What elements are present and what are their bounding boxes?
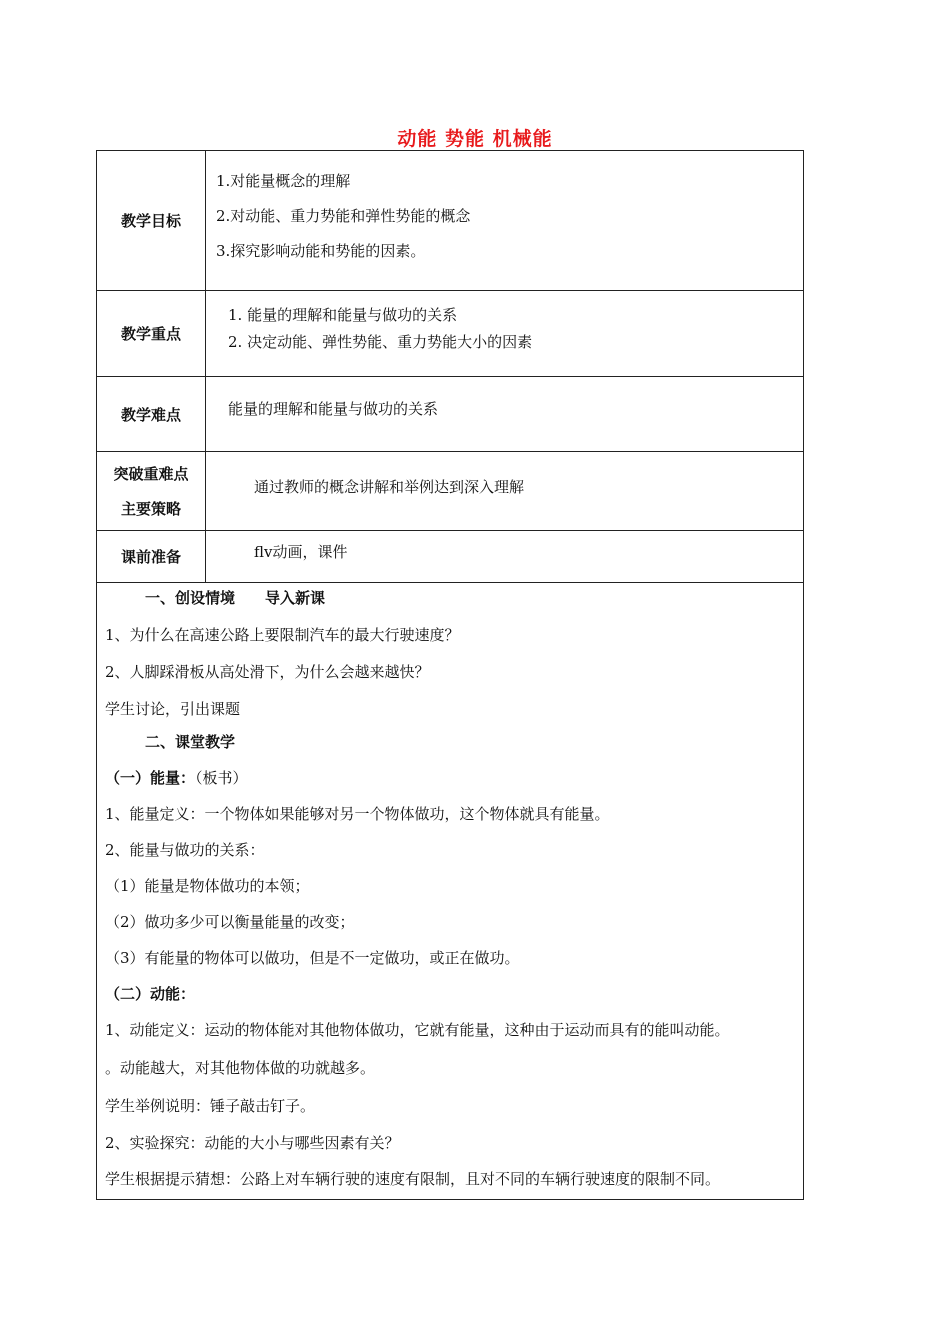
paragraph: 1、为什么在高速公路上要限制汽车的最大行驶速度？ bbox=[105, 626, 460, 644]
paragraph: （3）有能量的物体可以做功，但是不一定做功，或正在做功。 bbox=[105, 949, 520, 967]
row-content bbox=[206, 452, 803, 530]
row-strategy bbox=[97, 452, 803, 531]
paragraph: 学生讨论，引出课题 bbox=[105, 700, 241, 718]
document-title: 动能 势能 机械能 bbox=[397, 128, 553, 150]
paragraph: 。动能越大，对其他物体做的功就越多。 bbox=[105, 1059, 376, 1077]
paragraph: 1、动能定义：运动的物体能对其他物体做功，它就有能量，这种由于运动而具有的能叫动能。 bbox=[105, 1021, 730, 1039]
row-content bbox=[206, 531, 803, 582]
paragraph: 2、人脚踩滑板从高处滑下，为什么会越来越快？ bbox=[105, 663, 430, 681]
row-content bbox=[206, 291, 803, 376]
row-teaching-goals bbox=[97, 151, 803, 291]
goal-item: 3.探究影响动能和势能的因素。 bbox=[216, 242, 426, 260]
row-content bbox=[206, 151, 803, 290]
subsection-heading: （二）动能： bbox=[105, 985, 196, 1003]
strategy-item: 通过教师的概念讲解和举例达到深入理解 bbox=[254, 478, 525, 496]
paragraph: 2、实验探究：动能的大小与哪些因素有关？ bbox=[105, 1134, 400, 1152]
row-label: 课前准备 bbox=[97, 531, 206, 582]
subsection-title: （一）能量： bbox=[105, 769, 196, 787]
goal-item: 2.对动能、重力势能和弹性势能的概念 bbox=[216, 207, 471, 225]
paragraph: 1、能量定义：一个物体如果能够对另一个物体做功，这个物体就具有能量。 bbox=[105, 805, 610, 823]
paragraph: 学生根据提示猜想：公路上对车辆行驶的速度有限制，且对不同的车辆行驶速度的限制不同。 bbox=[105, 1170, 721, 1188]
goal-item: 1.对能量概念的理解 bbox=[216, 172, 351, 190]
paragraph: 2、能量与做功的关系： bbox=[105, 841, 265, 859]
row-preparation bbox=[97, 531, 803, 583]
row-content bbox=[206, 377, 803, 451]
row-label-line: 突破重难点 bbox=[113, 465, 189, 483]
lesson-plan-table bbox=[96, 150, 804, 1200]
row-label bbox=[97, 452, 206, 530]
subsection-note: （板书） bbox=[195, 769, 248, 787]
section-heading: 二、课堂教学 bbox=[145, 733, 236, 751]
row-key-points bbox=[97, 291, 803, 377]
row-label: 教学重点 bbox=[97, 291, 206, 376]
preparation-item: flv动画，课件 bbox=[254, 543, 348, 561]
section-heading: 一、创设情境 导入新课 bbox=[145, 589, 326, 607]
key-point-item: 2. 决定动能、弹性势能、重力势能大小的因素 bbox=[228, 333, 533, 351]
row-difficulties bbox=[97, 377, 803, 452]
paragraph: （2）做功多少可以衡量能量的改变； bbox=[105, 913, 355, 931]
subsection-heading bbox=[105, 767, 248, 788]
paragraph: （1）能量是物体做功的本领； bbox=[105, 877, 310, 895]
row-label: 教学难点 bbox=[97, 377, 206, 451]
difficulty-item: 能量的理解和能量与做功的关系 bbox=[228, 400, 439, 418]
row-label: 教学目标 bbox=[97, 151, 206, 290]
teaching-process bbox=[97, 583, 803, 1199]
row-label-line: 主要策略 bbox=[120, 500, 181, 518]
paragraph: 学生举例说明：锤子敲击钉子。 bbox=[105, 1097, 316, 1115]
key-point-item: 1. 能量的理解和能量与做功的关系 bbox=[228, 306, 458, 324]
